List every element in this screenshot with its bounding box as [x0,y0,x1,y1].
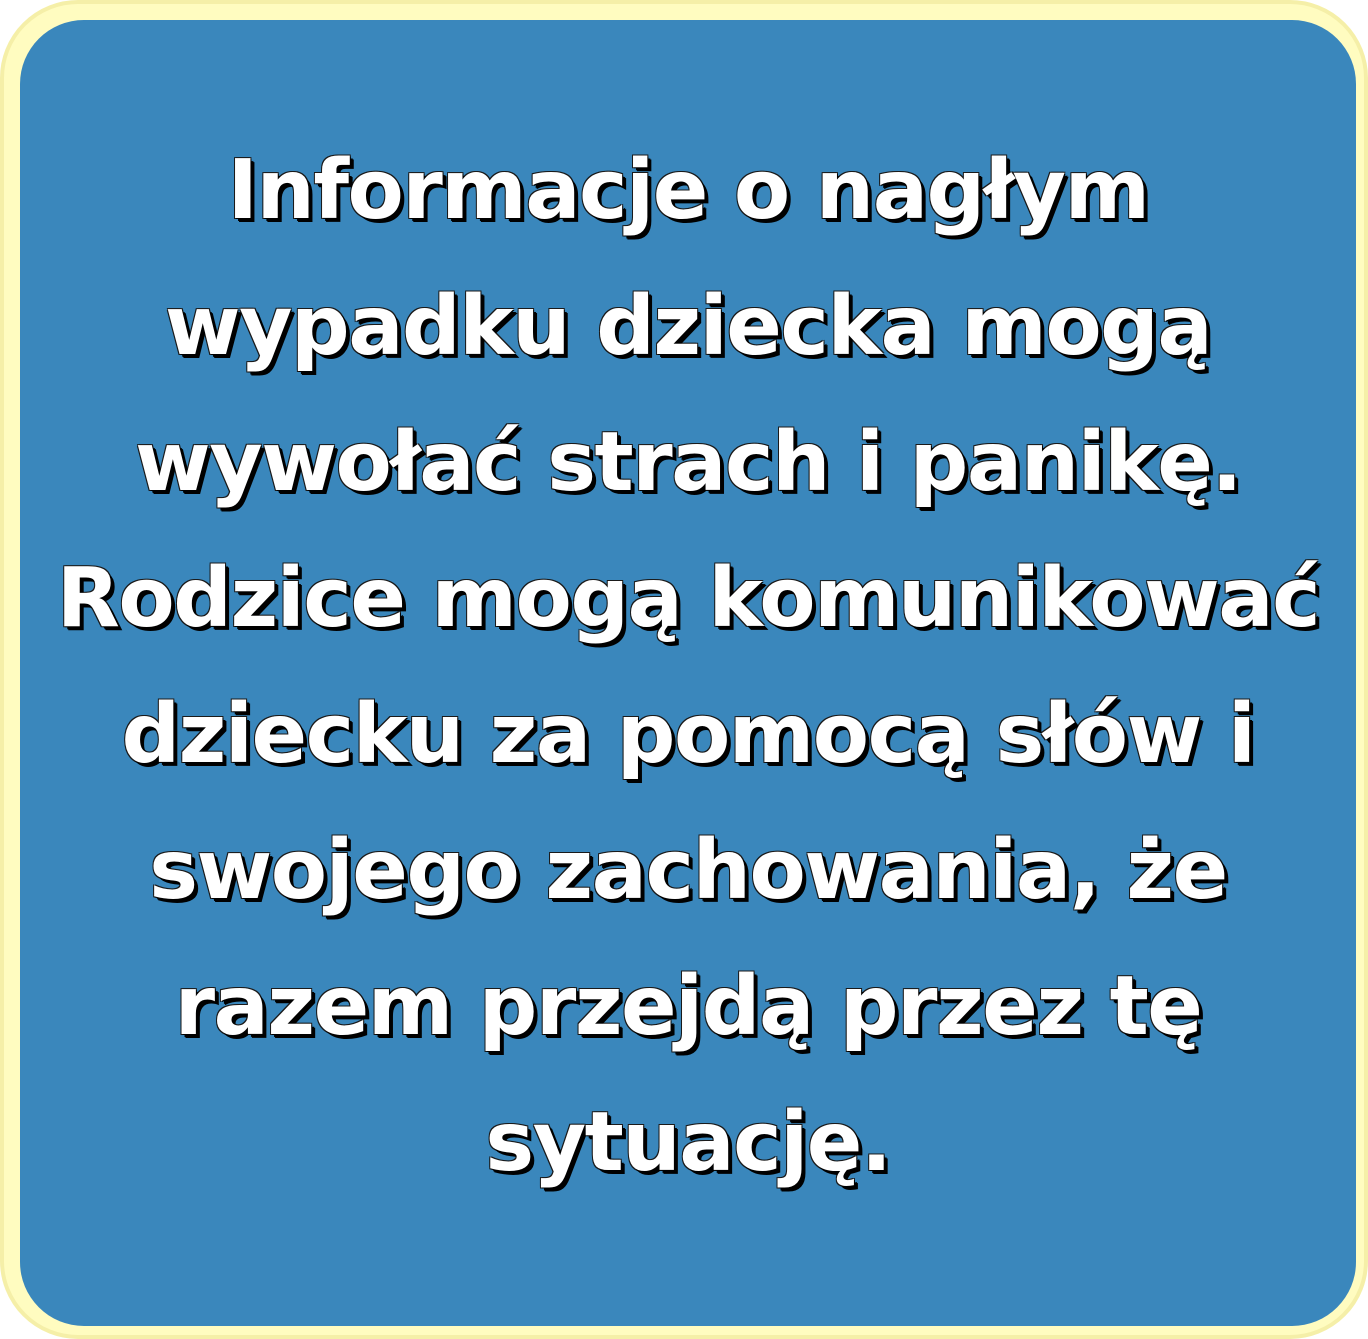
message-line: razem przejdą przez tę [174,959,1202,1054]
message-text [20,123,1356,1211]
message-card [20,20,1356,1326]
message-line: sytuację. [485,1095,891,1190]
message-line: Informacje o nagłym [227,143,1149,238]
message-line: dziecku za pomocą słów i [121,687,1255,782]
message-line: wywołać strach i panikę. [135,415,1241,510]
message-line: wypadku dziecka mogą [164,279,1212,374]
message-line: swojego zachowania, że [149,823,1227,918]
message-line: Rodzice mogą komunikować [56,551,1320,646]
